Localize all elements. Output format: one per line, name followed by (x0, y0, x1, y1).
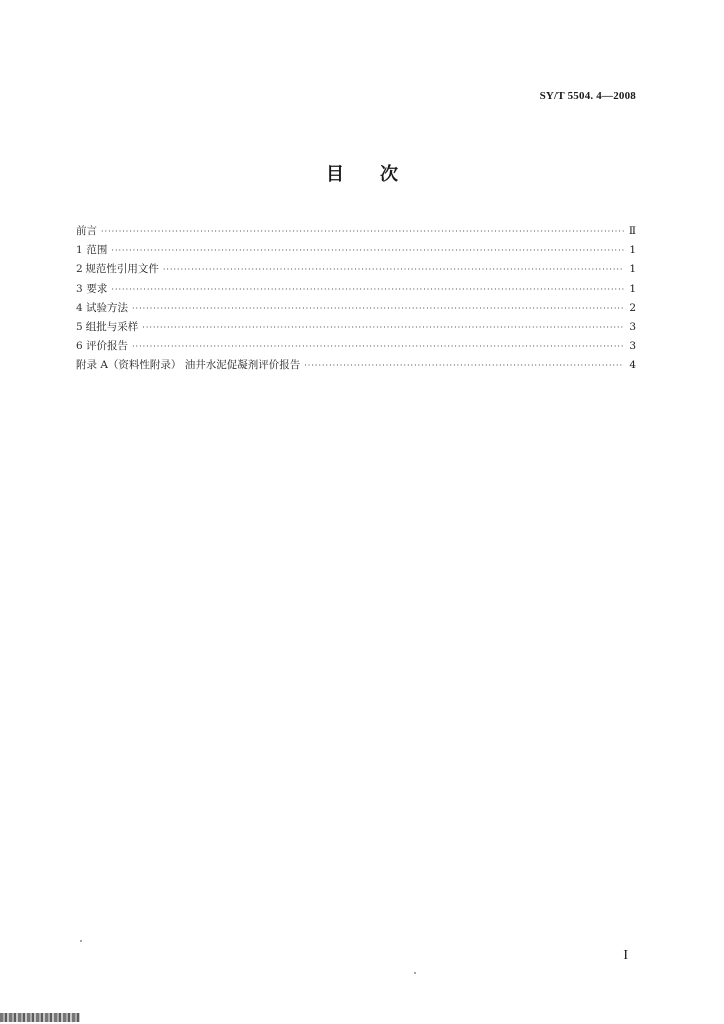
toc-entry-number: 2 (76, 263, 83, 276)
toc-entry-scope[interactable] (76, 241, 636, 260)
toc-entry-page: 1 (629, 244, 636, 257)
page-number: I (623, 948, 628, 963)
scan-speck (414, 972, 416, 974)
toc-leader-dots (142, 318, 624, 337)
toc-entry-title: 前言 (76, 225, 97, 237)
toc-entry-page: 1 (629, 263, 636, 276)
toc-entry-number: 5 (76, 320, 83, 333)
toc-leader-dots (132, 299, 624, 318)
toc-leader-dots (111, 241, 624, 260)
toc-entry-number: 6 (76, 340, 83, 353)
toc-entry-number: 1 (76, 244, 83, 257)
scan-artifact (0, 1013, 80, 1022)
toc-entry-batching-sampling[interactable] (76, 318, 636, 337)
toc-entry-page: 2 (629, 301, 636, 314)
toc-entry-test-methods[interactable] (76, 299, 636, 318)
toc-leader-dots (111, 280, 624, 299)
toc-entry-page: Ⅱ (628, 225, 636, 237)
toc-entry-title: 组批与采样 (85, 320, 139, 333)
toc-entry-page: 3 (629, 340, 636, 353)
toc-leader-dots (132, 337, 624, 356)
toc-entry-title: 范围 (86, 244, 108, 257)
table-of-contents (76, 222, 636, 376)
toc-entry-foreword[interactable] (76, 222, 636, 241)
toc-entry-requirements[interactable] (76, 280, 636, 299)
toc-entry-title: 规范性引用文件 (85, 263, 159, 276)
toc-entry-title: 附录 A（资料性附录） 油井水泥促凝剂评价报告 (76, 359, 301, 372)
page-title: 目次 (326, 164, 434, 185)
toc-entry-title: 要求 (86, 282, 108, 295)
toc-leader-dots (101, 222, 624, 241)
toc-entry-page: 1 (629, 282, 636, 295)
toc-entry-title: 评价报告 (86, 340, 128, 353)
toc-entry-page: 4 (629, 359, 636, 372)
toc-entry-number: 3 (76, 282, 83, 295)
toc-leader-dots (304, 356, 624, 375)
toc-entry-number: 4 (76, 301, 83, 314)
scan-speck (80, 940, 82, 942)
document-code: SY/T 5504. 4—2008 (539, 90, 636, 102)
toc-entry-page: 3 (629, 320, 636, 333)
toc-entry-annex-a[interactable] (76, 356, 636, 375)
toc-entry-title: 试验方法 (86, 301, 128, 314)
toc-entry-evaluation-report[interactable] (76, 337, 636, 356)
toc-leader-dots (163, 260, 624, 279)
toc-entry-normative-references[interactable] (76, 260, 636, 279)
